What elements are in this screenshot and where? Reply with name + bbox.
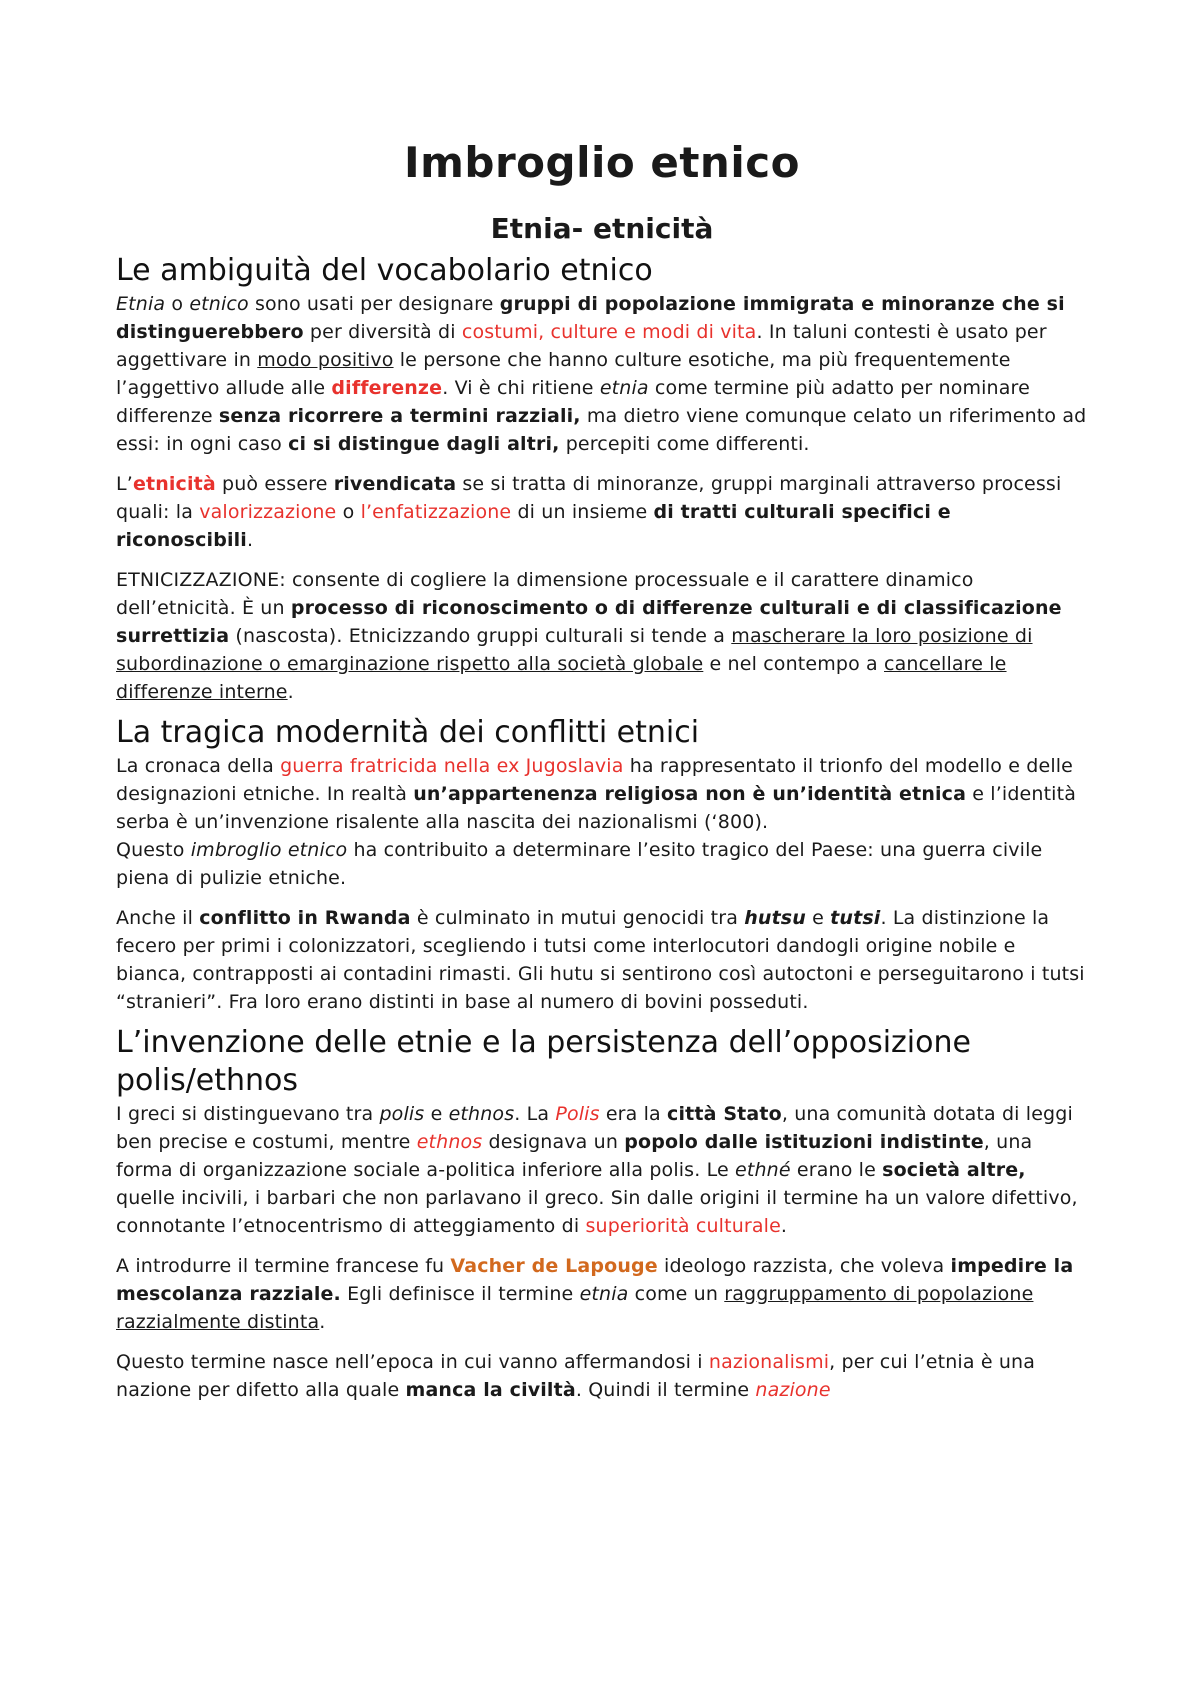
paragraph-lapouge: A introdurre il termine francese fu Vacher de Lapouge ideologo razzista, che voleva impedire la mescolanza razziale. Egli definisce il termine etnia come un raggruppamento di popolazione razzialmente distinta. [116, 1254, 1074, 1333]
section-heading-invenzione: L’invenzione delle etnie e la persistenza dell’opposizione polis/ethnos [116, 1024, 971, 1098]
paragraph-conflitti-2: Questo imbroglio etnico ha contribuito a determinare l’esito tragico del Paese: una guerra civile piena di pulizie etniche. [116, 838, 1043, 889]
paragraph-polis-ethnos: I greci si distinguevano tra polis e ethnos. La Polis era la città Stato, una comunità dotata di leggi ben precise e costumi, mentre ethnos designava un popolo dalle istituzioni indistinte, una forma di organizzazione sociale a-politica inferiore alla polis. Le ethné erano le società altre, quelle incivili, i barbari che non parlavano il greco. Sin dalle origini il termine ha un valore difettivo, connotante l’etnocentrismo di atteggiamento di superiorità culturale. [116, 1102, 1078, 1237]
document-subtitle: Etnia- etnicità [490, 212, 714, 246]
paragraph-etnicizzazione: ETNICIZZAZIONE: consente di cogliere la dimensione processuale e il carattere dinamico dell’etnicità. È un processo di riconoscimento o di differenze culturali e di classificazione surrettizia (nascosta). Etnicizzando gruppi culturali si tende a mascherare la loro posizione di subordinazione o emarginazione rispetto alla società globale e nel contempo a cancellare le differenze interne. [116, 568, 1062, 703]
paragraph-conflitti-1: La cronaca della guerra fratricida nella ex Jugoslavia ha rappresentato il trionfo del modello e delle designazioni etniche. In realtà un’appartenenza religiosa non è un’identità etnica e l’identità serba è un’invenzione risalente alla nascita dei nazionalismi (‘800). [116, 754, 1076, 833]
section-heading-conflitti: La tragica modernità dei conflitti etnici [116, 714, 700, 750]
paragraph-ambiguita-1: Etnia o etnico sono usati per designare gruppi di popolazione immigrata e minoranze che si distinguerebbero per diversità di costumi, culture e modi di vita. In taluni contesti è usato per aggettivare in modo positivo le persone che hanno culture esotiche, ma più frequentemente l’aggettivo allude alle differenze. Vi è chi ritiene etnia come termine più adatto per nominare differenze senza ricorrere a termini razziali, ma dietro viene comunque celato un riferimento ad essi: in ogni caso ci si distingue dagli altri, percepiti come differenti. [116, 292, 1087, 455]
paragraph-rwanda: Anche il conflitto in Rwanda è culminato in mutui genocidi tra hutsu e tutsi. La distinzione la fecero per primi i colonizzatori, scegliendo i tutsi come interlocutori dandogli origine nobile e bianca, contrapposti ai contadini rimasti. Gli hutu si sentirono così autoctoni e perseguitarono i tutsi “stranieri”. Fra loro erano distinti in base al numero di bovini posseduti. [116, 906, 1085, 1013]
paragraph-ambiguita-2: L’etnicità può essere rivendicata se si tratta di minoranze, gruppi marginali attraverso processi quali: la valorizzazione o l’enfatizzazione di un insieme di tratti culturali specifici e riconoscibili. [116, 472, 1062, 551]
section-heading-ambiguita: Le ambiguità del vocabolario etnico [116, 252, 653, 288]
document-title: Imbroglio etnico [404, 138, 800, 187]
paragraph-nazionalismi: Questo termine nasce nell’epoca in cui vanno affermandosi i nazionalismi, per cui l’etnia è una nazione per difetto alla quale manca la civiltà. Quindi il termine nazione [116, 1350, 1036, 1401]
